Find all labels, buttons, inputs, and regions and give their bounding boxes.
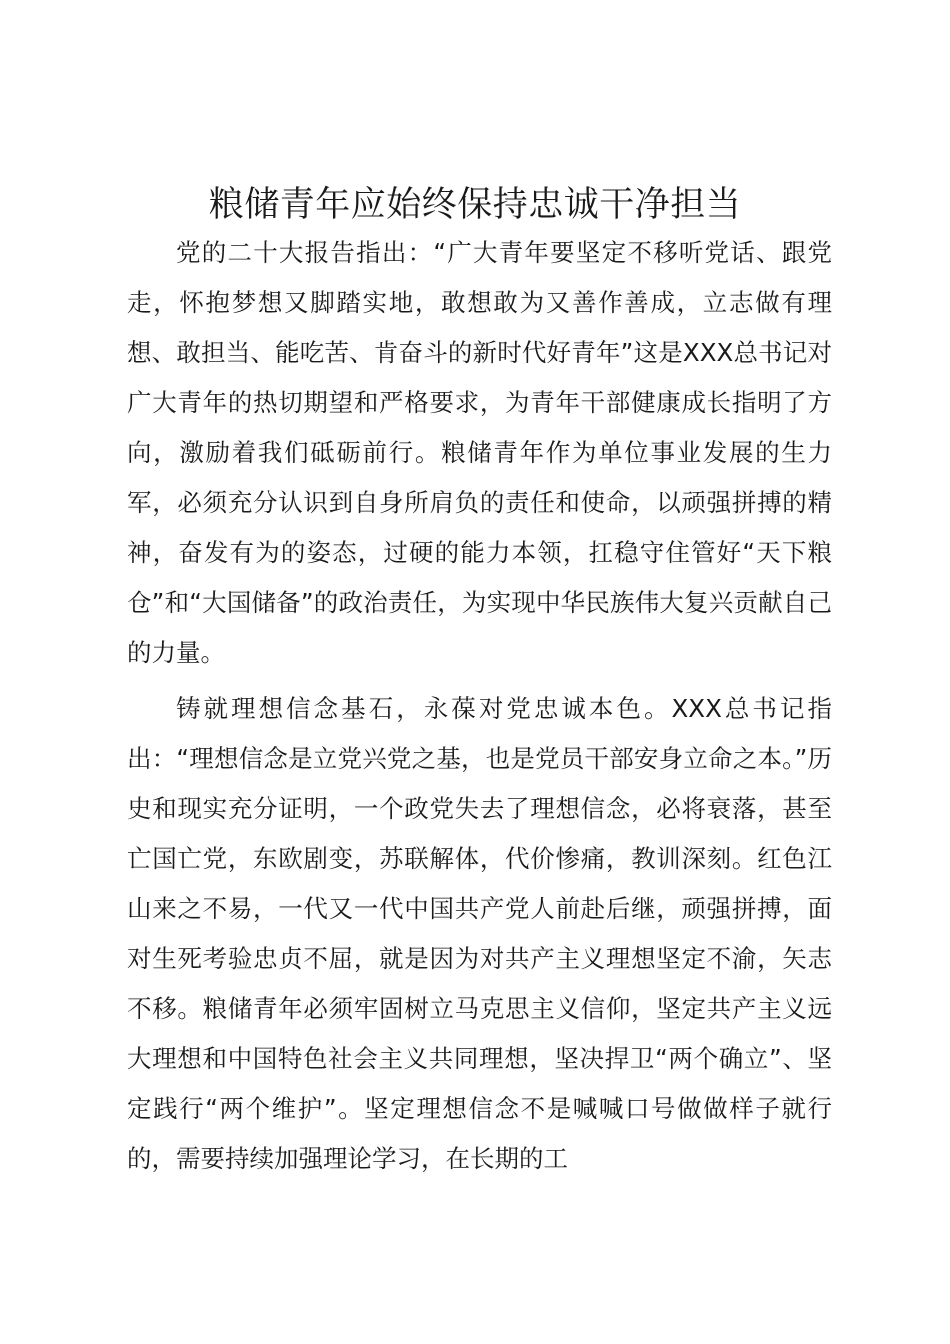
paragraph-2: 铸就理想信念基石，永葆对党忠诚本色。XXX总书记指出：“理想信念是立党兴党之基，也是党员干部安身立命之本。”历史和现实充分证明，一个政党失去了理想信念，必将衰落，甚至亡国亡党，东欧剧变，苏联解体，代价惨痛，教训深刻。红色江山来之不易，一代又一代中国共产党人前赴后继，顽强拼搏，面对生死考验忠贞不屈，就是因为对共产主义理想坚定不渝，矢志不移。粮储青年必须牢固树立马克思主义信仰，坚定共产主义远大理想和中国特色社会主义共同理想，坚决捍卫“两个确立”、坚定践行“两个维护”。坚定理想信念不是喊喊口号做做样子就行的，需要持续加强理论学习，在长期的工	[127, 694, 832, 1173]
document-title: 粮储青年应始终保持忠诚干净担当	[208, 185, 742, 225]
paragraph-1: 党的二十大报告指出：“广大青年要坚定不移听党话、跟党走，怀抱梦想又脚踏实地，敢想敢为又善作善成，立志做有理想、敢担当、能吃苦、肯奋斗的新时代好青年”这是XXX总书记对广大青年的热切期望和严格要求，为青年干部健康成长指明了方向，激励着我们砥砺前行。粮储青年作为单位事业发展的生力军，必须充分认识到自身所肩负的责任和使命，以顽强拼搏的精神，奋发有为的姿态，过硬的能力本领，扛稳守住管好“天下粮仓”和“大国储备”的政治责任，为实现中华民族伟大复兴贡献自己的力量。	[127, 238, 832, 667]
document-body	[127, 228, 832, 1184]
